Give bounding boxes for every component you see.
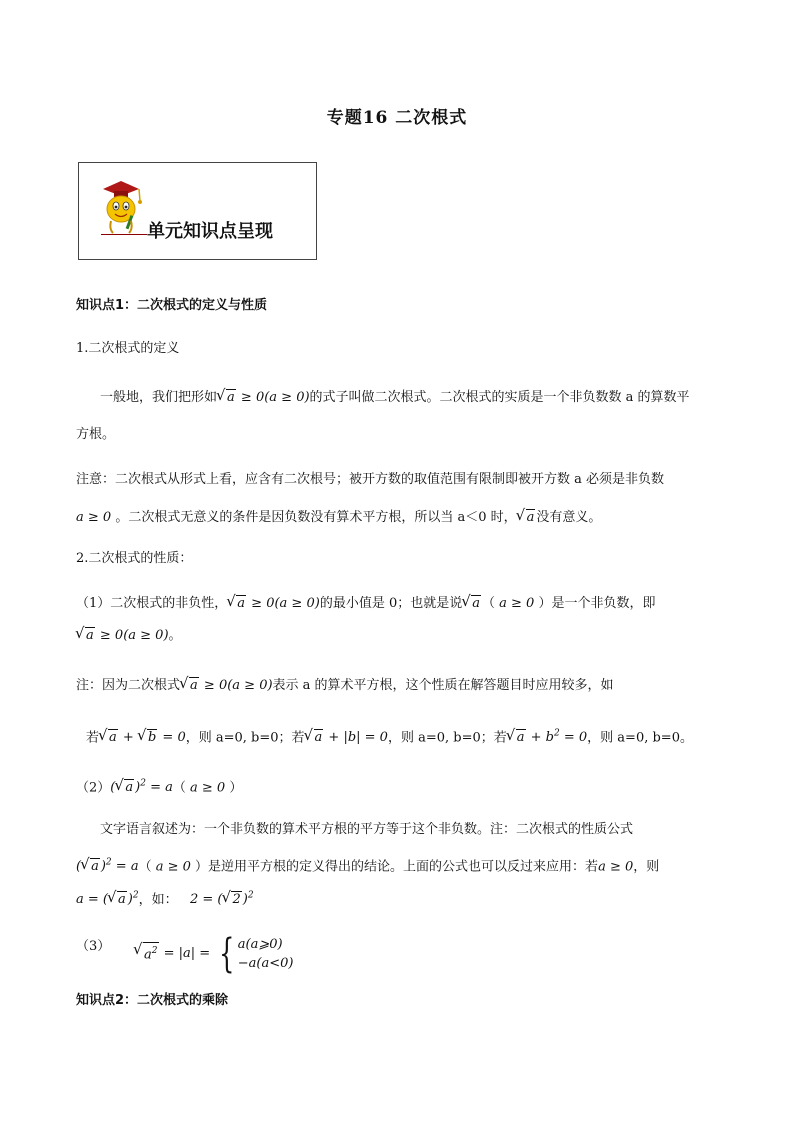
property-1-line-1: （1）二次根式的非负性，√ a ≥ 0(a ≥ 0)的最小值是 0；也就是说√ a （ a ≥ 0 ）是一个非负数，即 <box>76 594 655 614</box>
section-2-heading: 2.二次根式的性质： <box>76 551 193 566</box>
property-2-text-line-1: 文字语言叙述为：一个非负数的算术平方根的平方等于这个非负数。注：二次根式的性质公式 <box>100 822 634 837</box>
property-note-line-1: 注：因为二次根式√ a ≥ 0(a ≥ 0)表示 a 的算术平方根，这个性质在解答题目时应用较多，如 <box>76 676 614 696</box>
note-line-2: a ≥ 0 。二次根式无意义的条件是因负数没有算术平方根，所以当 a＜0 时，√ a 没有意义。 <box>76 508 601 528</box>
page-title: 专题16 二次根式 <box>326 108 468 128</box>
unit-knowledge-badge <box>78 162 317 260</box>
definition-line-1: 一般地，我们把形如√ a ≥ 0(a ≥ 0)的式子叫做二次根式。二次根式的实质是一个非负数数 a 的算数平 <box>100 388 690 408</box>
badge-underline <box>101 234 147 235</box>
property-3-formula: √ $a^2$ = |a| = { a(a⩾0) −a(a<0) <box>134 934 293 974</box>
property-2-formula: （2）(√ a )$^2$ = a（ a ≥ 0 ） <box>76 774 242 798</box>
section-1-heading: 1.二次根式的定义 <box>76 341 180 356</box>
note-line-1: 注意：二次根式从形式上看，应含有二次根号；被开方数的取值范围有限制即被开方数 a 必须是非负数 <box>76 472 665 487</box>
property-3-label: （3） <box>76 939 111 954</box>
property-2-text-line-3: a = (√ a )$^2$，如： 2 = (√ 2 )$^2$ <box>76 886 254 910</box>
property-2-text-line-2: (√ a )$^2$ = a（ a ≥ 0 ）是逆用平方根的定义得出的结论。上面的公式也可以反过来应用：若a ≥ 0，则 <box>76 853 659 877</box>
knowledge-point-2-heading: 知识点2：二次根式的乘除 <box>76 993 229 1008</box>
badge-label: 单元知识点呈现 <box>147 221 273 242</box>
knowledge-point-1-heading: 知识点1：二次根式的定义与性质 <box>76 298 268 313</box>
graduate-mascot-icon <box>95 177 145 237</box>
property-1-line-2: √ a ≥ 0(a ≥ 0)。 <box>76 626 182 646</box>
property-note-line-2: 若√ a + √ b = 0，则 a=0, b=0；若√ a + |b| = 0，则 a=0, b=0；若√ $a + b^2 = 0$，则 a=0, b=0。 <box>86 724 693 748</box>
definition-line-2: 方根。 <box>76 427 116 442</box>
